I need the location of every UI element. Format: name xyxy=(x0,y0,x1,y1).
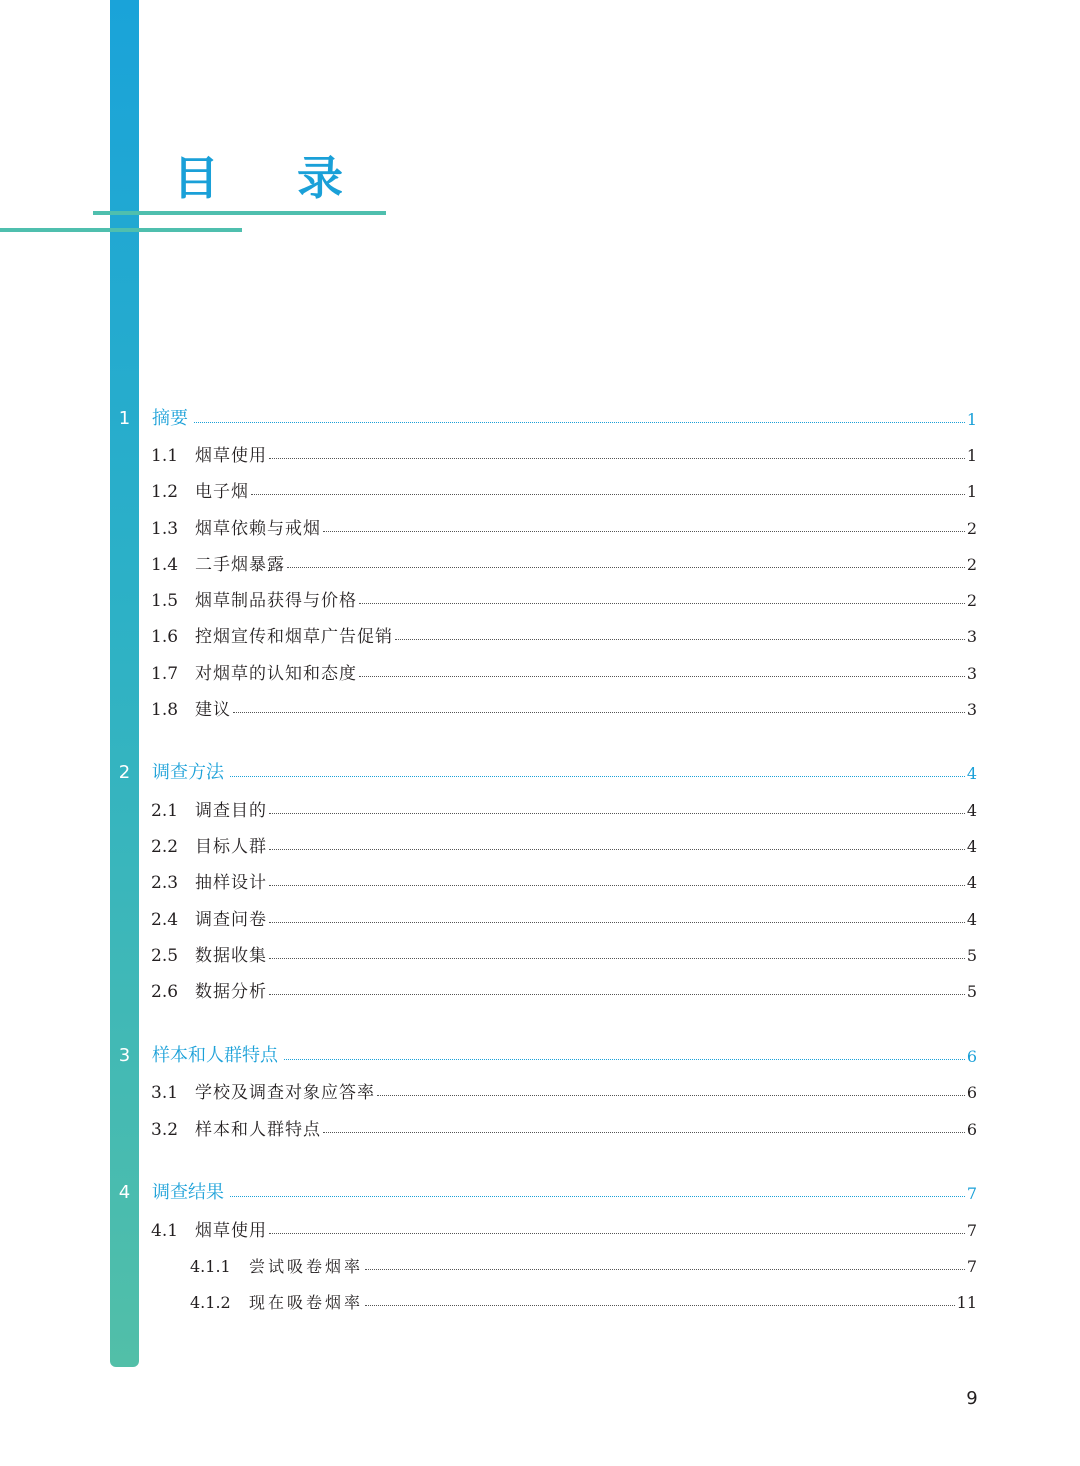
toc-entry-title: 烟草使用 xyxy=(195,446,267,466)
toc-entry[interactable] xyxy=(0,550,1080,580)
toc-entry[interactable] xyxy=(0,514,1080,544)
toc-entry-page: 6 xyxy=(966,1083,977,1102)
toc-entry-page: 7 xyxy=(966,1221,977,1240)
toc-entry[interactable] xyxy=(0,1179,1080,1209)
toc-leader-dots xyxy=(365,1305,955,1306)
toc-entry-title: 电子烟 xyxy=(195,482,249,502)
toc-leader-dots xyxy=(269,922,965,923)
toc-entry-title: 数据收集 xyxy=(195,946,267,966)
toc-entry[interactable] xyxy=(0,695,1080,725)
title-char-2: 录 xyxy=(297,151,343,205)
toc-entry-page: 1 xyxy=(966,446,977,465)
toc-entry-title: 二手烟暴露 xyxy=(195,555,285,575)
toc-entry-number: 1.8 xyxy=(151,700,179,720)
toc-entry[interactable] xyxy=(0,586,1080,616)
toc-entry-title: 目标人群 xyxy=(195,837,267,857)
toc-entry-page: 3 xyxy=(966,664,977,683)
toc-leader-dots xyxy=(251,494,965,495)
toc-entry-page: 1 xyxy=(966,482,977,501)
toc-entry[interactable] xyxy=(0,868,1080,898)
toc-entry-page: 2 xyxy=(966,555,977,574)
toc-entry-title: 调查问卷 xyxy=(195,910,267,930)
toc-leader-dots xyxy=(359,676,965,677)
toc-entry-number: 2.2 xyxy=(151,837,179,857)
toc-entry[interactable] xyxy=(0,796,1080,826)
toc-entry-number: 4.1.1 xyxy=(190,1257,231,1276)
toc-entry-title: 样本和人群特点 xyxy=(152,1044,282,1068)
toc-entry-page: 2 xyxy=(966,519,977,538)
toc-entry-title: 摘要 xyxy=(152,407,192,431)
toc-entry-page: 1 xyxy=(966,410,977,429)
toc-entry-number: 4.1 xyxy=(151,1221,179,1241)
toc-entry-number: 3.2 xyxy=(151,1120,179,1140)
page-title xyxy=(173,148,343,208)
title-char-1: 目 xyxy=(173,151,219,205)
toc-entry-page: 11 xyxy=(956,1293,977,1312)
toc-entry-number: 2.1 xyxy=(151,801,179,821)
toc-entry-number: 1.1 xyxy=(151,446,179,466)
toc-entry-page: 4 xyxy=(966,764,977,783)
toc-entry-number: 2.5 xyxy=(151,946,179,966)
toc-leader-dots xyxy=(269,813,965,814)
toc-leader-dots xyxy=(194,422,965,423)
toc-entry[interactable] xyxy=(0,941,1080,971)
toc-entry-title: 建议 xyxy=(195,700,231,720)
toc-entry-number: 2.6 xyxy=(151,982,179,1002)
title-underline-long xyxy=(93,211,386,215)
toc-entry-title: 调查目的 xyxy=(195,801,267,821)
toc-leader-dots xyxy=(359,603,965,604)
toc-entry-title: 烟草依赖与戒烟 xyxy=(195,519,321,539)
toc-leader-dots xyxy=(269,1233,965,1234)
toc-leader-dots xyxy=(395,639,965,640)
toc-leader-dots xyxy=(269,994,965,995)
toc-entry-number: 1.4 xyxy=(151,555,179,575)
toc-entry-page: 4 xyxy=(966,910,977,929)
toc-entry-page: 6 xyxy=(966,1047,977,1066)
toc-leader-dots xyxy=(233,712,965,713)
toc-entry-page: 3 xyxy=(966,700,977,719)
toc-entry[interactable] xyxy=(0,759,1080,789)
toc-entry[interactable] xyxy=(0,977,1080,1007)
toc-entry-page: 7 xyxy=(966,1257,977,1276)
toc-entry-title: 样本和人群特点 xyxy=(195,1120,321,1140)
toc-entry[interactable] xyxy=(0,832,1080,862)
toc-leader-dots xyxy=(269,885,965,886)
toc-entry-number: 1.6 xyxy=(151,627,179,647)
toc-entry-number: 1.3 xyxy=(151,519,179,539)
toc-entry-number: 1.7 xyxy=(151,664,179,684)
toc-entry[interactable] xyxy=(0,1252,1080,1282)
toc-entry-number: 2.4 xyxy=(151,910,179,930)
toc-entry[interactable] xyxy=(0,622,1080,652)
toc-leader-dots xyxy=(284,1059,965,1060)
toc-entry-page: 4 xyxy=(966,801,977,820)
toc-leader-dots xyxy=(230,1196,965,1197)
toc-leader-dots xyxy=(365,1269,965,1270)
toc-entry-page: 4 xyxy=(966,873,977,892)
toc-entry-page: 5 xyxy=(966,982,977,1001)
toc-entry-title: 尝试吸卷烟率 xyxy=(249,1257,364,1276)
toc-entry-page: 5 xyxy=(966,946,977,965)
toc-leader-dots xyxy=(230,776,965,777)
toc-leader-dots xyxy=(377,1095,965,1096)
toc-entry[interactable] xyxy=(0,1288,1080,1318)
toc-entry-page: 4 xyxy=(966,837,977,856)
toc-entry-title: 学校及调查对象应答率 xyxy=(195,1083,375,1103)
toc-entry[interactable] xyxy=(0,659,1080,689)
toc-entry-title: 调查结果 xyxy=(152,1181,228,1205)
toc-entry-page: 7 xyxy=(966,1184,977,1203)
toc-leader-dots xyxy=(269,958,965,959)
toc-entry-title: 调查方法 xyxy=(152,761,228,785)
toc-entry[interactable] xyxy=(0,905,1080,935)
toc-entry-title: 对烟草的认知和态度 xyxy=(195,664,357,684)
toc-entry[interactable] xyxy=(0,1216,1080,1246)
toc-entry[interactable] xyxy=(0,1078,1080,1108)
toc-entry[interactable] xyxy=(0,441,1080,471)
toc-entry-number: 2.3 xyxy=(151,873,179,893)
toc-leader-dots xyxy=(287,567,965,568)
toc-entry[interactable] xyxy=(0,1115,1080,1145)
toc-entry-title: 抽样设计 xyxy=(195,873,267,893)
title-underline-short xyxy=(0,228,242,232)
toc-entry-title: 控烟宣传和烟草广告促销 xyxy=(195,627,393,647)
toc-leader-dots xyxy=(323,1132,965,1133)
toc-leader-dots xyxy=(269,849,965,850)
toc-entry-number: 1.2 xyxy=(151,482,179,502)
toc-entry-title: 数据分析 xyxy=(195,982,267,1002)
page-number: 9 xyxy=(966,1388,978,1409)
toc-entry-number: 1.5 xyxy=(151,591,179,611)
toc-entry-number: 4 xyxy=(118,1182,131,1203)
toc-entry-number: 2 xyxy=(118,762,131,783)
toc-entry-page: 3 xyxy=(966,627,977,646)
toc-entry-number: 4.1.2 xyxy=(190,1293,231,1312)
toc-entry-title: 现在吸卷烟率 xyxy=(249,1293,364,1312)
toc-entry[interactable] xyxy=(0,477,1080,507)
toc-leader-dots xyxy=(323,531,965,532)
toc-entry[interactable] xyxy=(0,405,1080,435)
toc-entry-title: 烟草使用 xyxy=(195,1221,267,1241)
toc-entry-page: 6 xyxy=(966,1120,977,1139)
toc-entry-page: 2 xyxy=(966,591,977,610)
toc-entry-number: 3.1 xyxy=(151,1083,179,1103)
toc-leader-dots xyxy=(269,458,965,459)
toc-entry-number: 3 xyxy=(118,1045,131,1066)
toc-entry-number: 1 xyxy=(118,408,131,429)
toc-entry-title: 烟草制品获得与价格 xyxy=(195,591,357,611)
toc-entry[interactable] xyxy=(0,1042,1080,1072)
